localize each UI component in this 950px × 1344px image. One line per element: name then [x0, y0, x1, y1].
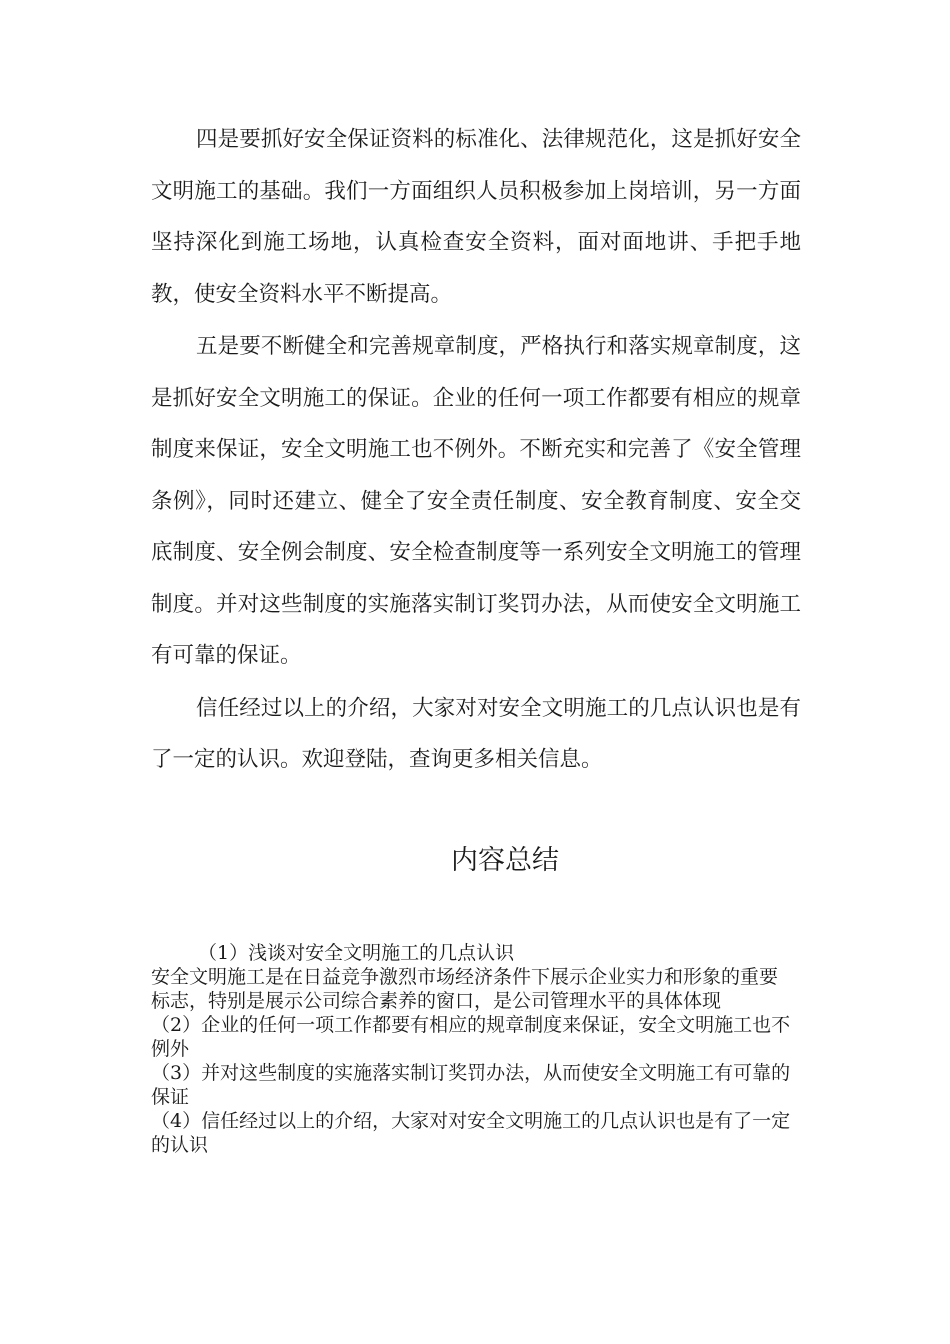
- summary-item-2: （2）企业的任何一项工作都要有相应的规章制度来保证，安全文明施工也不例外: [151, 1014, 791, 1060]
- paragraph-rules-system: 五是要不断健全和完善规章制度，严格执行和落实规章制度，这是抓好安全文明施工的保证。企业的任何一项工作都要有相应的规章制度来保证，安全文明施工也不例外。不断充实和完善了《安全管理条例》，同时还建立、健全了安全责任制度、安全教育制度、安全交底制度、安全例会制度、安全检查制度等一系列安全文明施工的管理制度。并对这些制度的实施落实制订奖罚办法，从而使安全文明施工有可靠的保证。: [151, 334, 801, 668]
- paragraph-safety-records: 四是要抓好安全保证资料的标准化、法律规范化，这是抓好安全文明施工的基础。我们一方面组织人员积极参加上岗培训，另一方面坚持深化到施工场地，认真检查安全资料，面对面地讲、手把手地教，使安全资料水平不断提高。: [151, 127, 801, 307]
- document-body: [151, 114, 801, 786]
- paragraph-closing: 信任经过以上的介绍，大家对对安全文明施工的几点认识也是有了一定的认识。欢迎登陆，查询更多相关信息。: [151, 695, 801, 772]
- summary-title: 内容总结: [451, 845, 559, 876]
- summary-section: [151, 941, 791, 1157]
- summary-item-3: （3）并对这些制度的实施落实制订奖罚办法，从而使安全文明施工有可靠的保证: [151, 1062, 791, 1108]
- summary-item-1-detail: 安全文明施工是在日益竞争激烈市场经济条件下展示企业实力和形象的重要标志，特别是展示公司综合素养的窗口，是公司管理水平的具体体现: [151, 966, 779, 1012]
- summary-item-4: （4）信任经过以上的介绍，大家对对安全文明施工的几点认识也是有了一定的认识: [151, 1110, 791, 1156]
- summary-item-1: （1）浅谈对安全文明施工的几点认识: [198, 942, 515, 964]
